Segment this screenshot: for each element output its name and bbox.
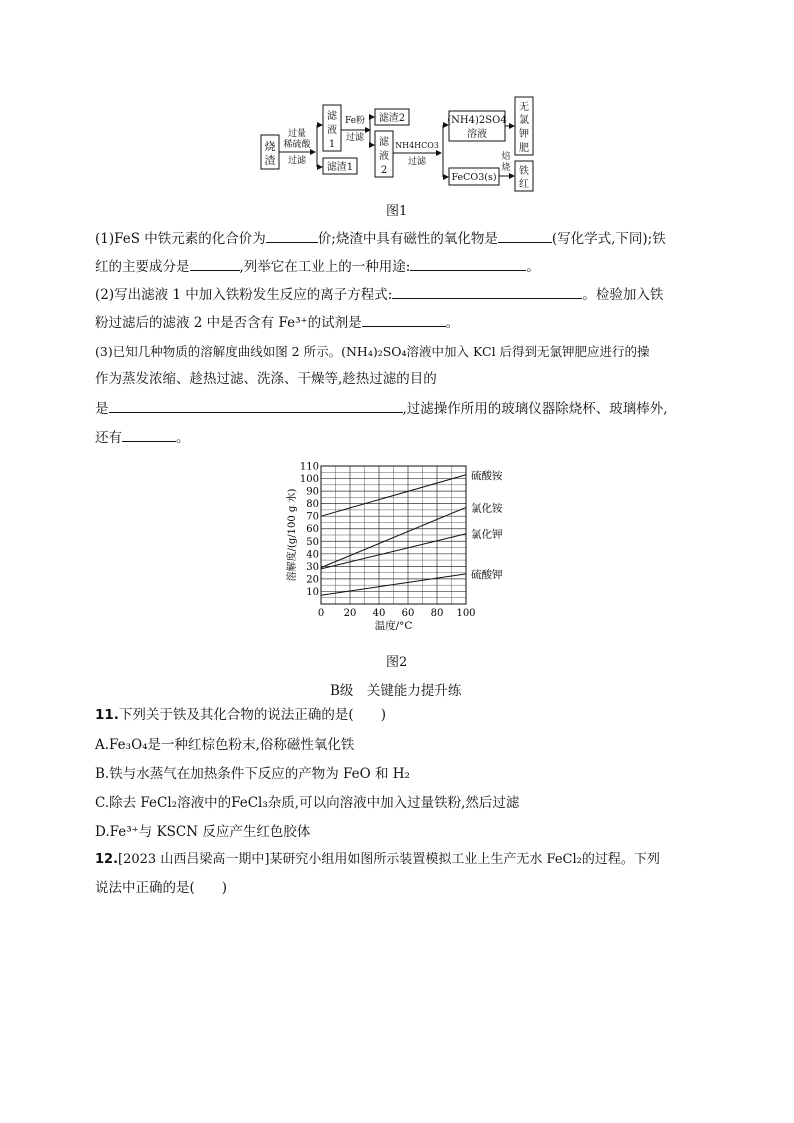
answer-blank[interactable]: [266, 228, 318, 243]
q1-line1: (1)FeS 中铁元素的化合价为 价;烧渣中具有磁性的氧化物是 (写化学式,下同);铁: [95, 228, 666, 248]
q2-line2: 粉过滤后的滤液 2 中是否含有 Fe³⁺的试剂是 。: [95, 312, 459, 332]
answer-blank[interactable]: [410, 256, 526, 271]
flow-iron-red: 铁: [519, 166, 529, 177]
flow-step2-l2: 过滤: [345, 133, 365, 143]
y-tick-label: 90: [306, 486, 319, 498]
svg-text:肥: 肥: [519, 143, 529, 154]
svg-text:2: 2: [380, 165, 388, 176]
flow-filtrate2: 滤: [379, 137, 389, 148]
q11-stem: 11.下列关于铁及其化合物的说法正确的是( ): [95, 707, 386, 723]
flow-step1-l3: 过滤: [287, 156, 307, 166]
series-label: 硫酸铵: [471, 469, 503, 482]
x-tick-label: 0: [317, 608, 325, 619]
q12-line1: 12.[2023 山西吕梁高一期中]某研究小组用如图所示装置模拟工业上生产无水 FeCl₂的过程。下列: [95, 852, 660, 867]
q3-line2: 作为蒸发浓缩、趁热过滤、洗涤、干燥等,趁热过滤的目的: [95, 371, 437, 387]
flow-residue2: 滤渣2: [378, 113, 406, 124]
y-tick-label: 20: [306, 574, 319, 586]
svg-text:溶液: 溶液: [467, 129, 487, 140]
y-tick-label: 40: [306, 549, 319, 561]
flow-step2-l1: Fe粉: [344, 116, 366, 126]
flow-step1-l2: 稀硫酸: [283, 140, 311, 150]
x-tick-label: 80: [430, 608, 444, 619]
series-label: 硫酸钾: [471, 568, 503, 581]
flow-residue1: 滤渣1: [326, 162, 354, 173]
x-tick-label: 100: [456, 608, 476, 619]
flow-filtrate1: 滤: [327, 111, 337, 122]
q12-number: 12.: [95, 852, 119, 867]
solubility-chart: [285, 458, 515, 638]
x-tick-label: 60: [401, 608, 415, 619]
flow-step3-l1: NH4HCO3: [395, 141, 439, 150]
svg-text:液: 液: [379, 151, 389, 162]
y-tick-label: 110: [299, 461, 319, 473]
q3-line1: (3)已知几种物质的溶解度曲线如图 2 所示。(NH₄)₂SO₄溶液中加入 KCl 后得到无氯钾肥应进行的操: [95, 344, 650, 359]
x-axis-label: 温度/°C: [374, 620, 413, 632]
svg-text:氯: 氯: [519, 115, 529, 126]
q3-line3: 是 ,过滤操作所用的玻璃仪器除烧杯、玻璃棒外,: [95, 398, 668, 418]
flow-feco3: FeCO3(s): [451, 172, 497, 183]
q11-option-d[interactable]: D.Fe³⁺与 KSCN 反应产生红色胶体: [95, 824, 311, 840]
y-tick-label: 50: [306, 536, 319, 548]
x-tick-label: 40: [372, 608, 386, 619]
y-tick-label: 100: [299, 474, 319, 486]
flow-step3-l2: 过滤: [407, 157, 427, 167]
flow-step4-l1: 焙: [501, 152, 511, 162]
y-tick-label: 80: [306, 499, 319, 511]
flow-ammonium-sulfate: (NH4)2SO4: [447, 115, 507, 126]
section-b-heading: B级 关键能力提升练: [330, 683, 462, 699]
flow-step1-l1: 过量: [287, 129, 307, 139]
y-axis-label: 溶解度/(g/100 g 水): [287, 488, 298, 582]
y-tick-label: 60: [306, 524, 319, 536]
svg-text:红: 红: [519, 179, 529, 190]
x-tick-label: 20: [343, 608, 357, 619]
answer-blank[interactable]: [109, 398, 403, 413]
answer-blank[interactable]: [498, 228, 552, 243]
flow-potash: 无: [519, 102, 529, 113]
flow-step4-l2: 烧: [501, 163, 511, 173]
q11-option-b[interactable]: B.铁与水蒸气在加热条件下反应的产物为 FeO 和 H₂: [95, 766, 410, 782]
q3-line4: 还有 。: [95, 427, 190, 447]
figure1-caption: 图1: [386, 204, 408, 219]
svg-text:渣: 渣: [264, 154, 276, 167]
q11-number: 11.: [95, 707, 119, 723]
answer-blank[interactable]: [122, 427, 176, 442]
answer-blank[interactable]: [190, 256, 240, 271]
answer-blank[interactable]: [362, 312, 446, 327]
q11-option-a[interactable]: A.Fe₃O₄是一种红棕色粉末,俗称磁性氧化铁: [95, 737, 355, 753]
q1-line2: 红的主要成分是 ,列举它在工业上的一种用途: 。: [95, 256, 540, 276]
svg-text:液: 液: [327, 125, 337, 136]
q12-line2: 说法中正确的是( ): [95, 880, 228, 896]
flow-chart: [255, 95, 545, 195]
figure2-caption: 图2: [386, 655, 408, 670]
svg-text:钾: 钾: [519, 129, 529, 140]
y-tick-label: 10: [306, 586, 319, 598]
q11-option-c[interactable]: C.除去 FeCl₂溶液中的FeCl₃杂质,可以向溶液中加入过量铁粉,然后过滤: [95, 795, 520, 811]
y-tick-label: 30: [306, 561, 319, 573]
series-label: 氯化钾: [471, 528, 503, 541]
q2-line1: (2)写出滤液 1 中加入铁粉发生反应的离子方程式: 。检验加入铁: [95, 284, 663, 304]
y-tick-label: 70: [306, 511, 319, 523]
answer-blank[interactable]: [392, 284, 582, 299]
flow-raw: 烧: [264, 140, 276, 153]
series-label: 氯化铵: [471, 502, 503, 515]
svg-text:1: 1: [328, 139, 336, 150]
